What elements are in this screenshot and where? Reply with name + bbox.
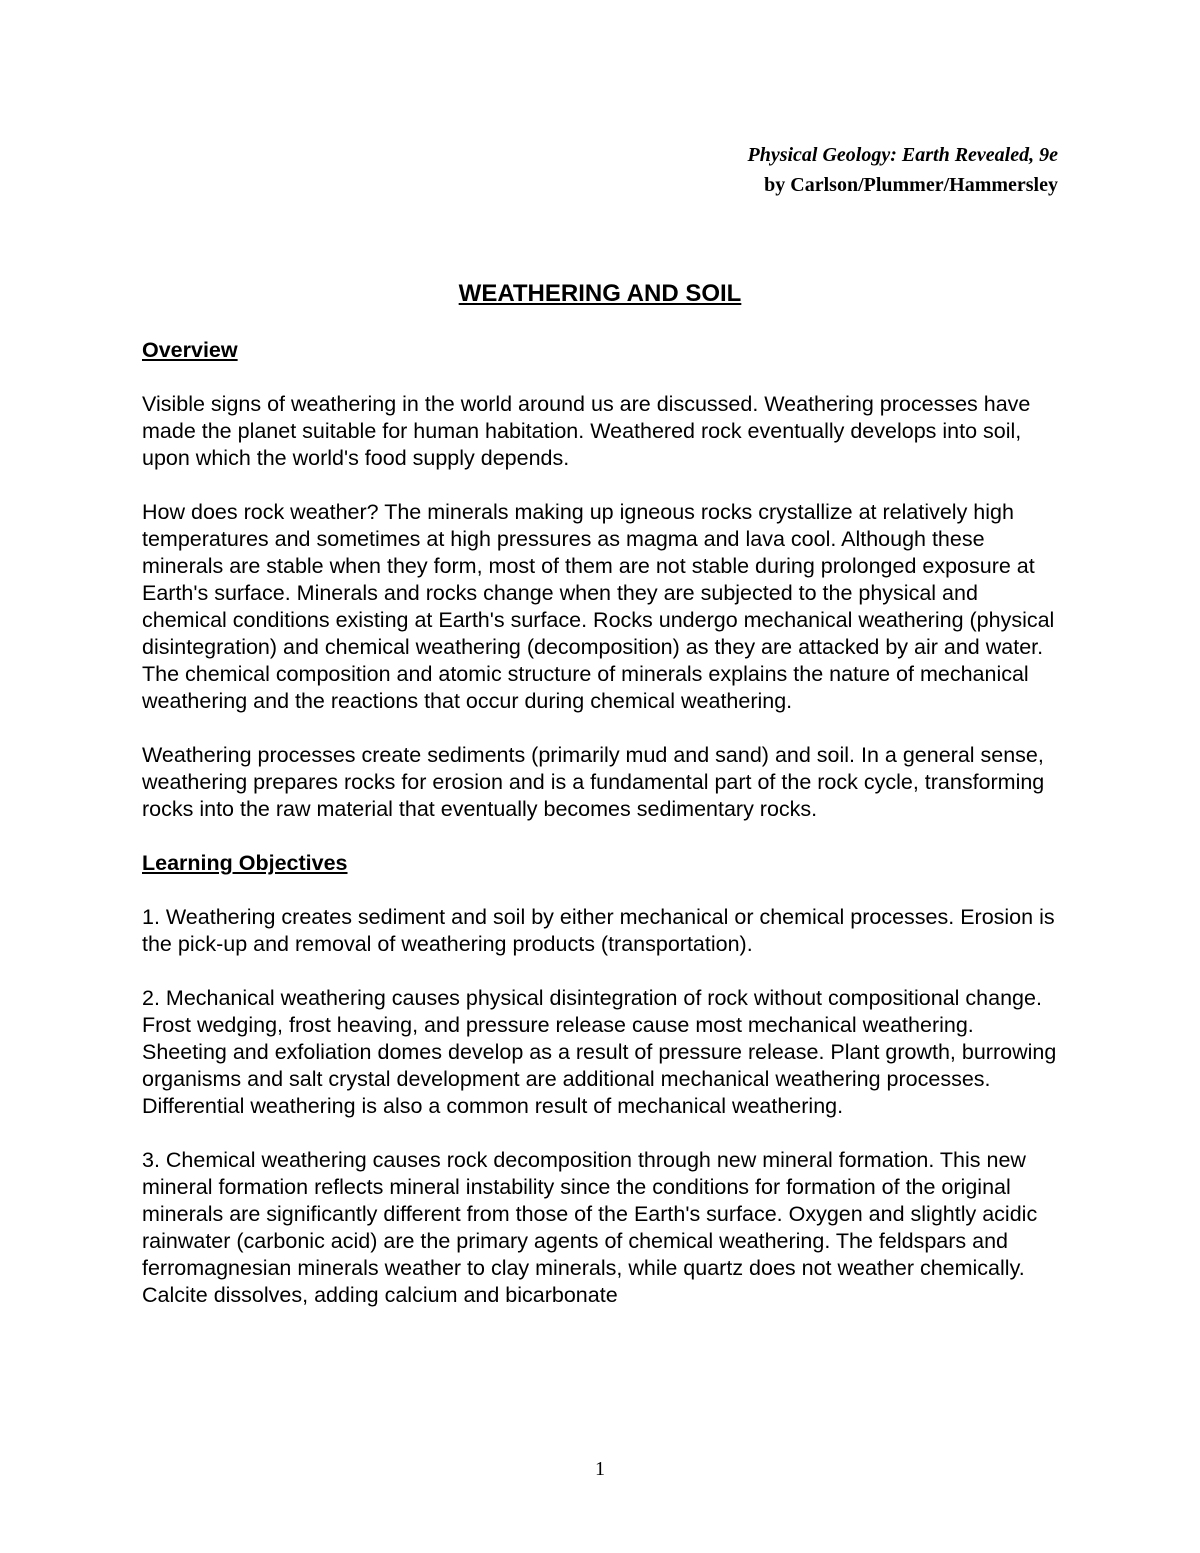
- chapter-title: WEATHERING AND SOIL: [458, 280, 742, 307]
- overview-paragraph: Visible signs of weathering in the world around us are discussed. Weathering processes have made the planet suitable for human habitation. Weathered rock eventually develops into soil, upon which the world's food supply depends.: [142, 392, 1031, 470]
- page-number: 1: [595, 1458, 605, 1480]
- book-header: [748, 140, 1059, 200]
- objective-item: 1. Weathering creates sediment and soil by either mechanical or chemical processes. Erosion is the pick-up and removal of weathering products (transportation).: [142, 905, 1055, 956]
- document-body: [142, 337, 1062, 1336]
- book-title: Physical Geology: Earth Revealed, 9e: [747, 144, 1058, 166]
- book-authors: by Carlson/Plummer/Hammersley: [764, 174, 1058, 196]
- overview-paragraph: How does rock weather? The minerals making up igneous rocks crystallize at relatively high temperatures and sometimes at high pressures as magma and lava cool. Although these minerals are stable when they form, most of them are not stable during prolonged exposure at Earth's surface. Minerals and rocks change when they are subjected to the physical and chemical conditions existing at Earth's surface. Rocks undergo mechanical weathering (physical disintegration) and chemical weathering (decomposition) as they are attacked by air and water. The chemical composition and atomic structure of minerals explains the nature of mechanical weathering and the reactions that occur during chemical weathering.: [142, 500, 1055, 713]
- objective-item: 2. Mechanical weathering causes physical disintegration of rock without compositional change. Frost wedging, frost heaving, and pressure release cause most mechanical weathering. Sheeting and exfoliation domes develop as a result of pressure release. Plant growth, burrowing organisms and salt crystal development are additional mechanical weathering processes. Differential weathering is also a common result of mechanical weathering.: [142, 986, 1057, 1118]
- objective-item: 3. Chemical weathering causes rock decomposition through new mineral formation. This new mineral formation reflects mineral instability since the conditions for formation of the original minerals are significantly different from those of the Earth's surface. Oxygen and slightly acidic rainwater (carbonic acid) are the primary agents of chemical weathering. The feldspars and ferromagnesian minerals weather to clay minerals, while quartz does not weather chemically. Calcite dissolves, adding calcium and bicarbonate: [142, 1148, 1038, 1307]
- overview-paragraph: Weathering processes create sediments (primarily mud and sand) and soil. In a general sense, weathering prepares rocks for erosion and is a fundamental part of the rock cycle, transforming rocks into the raw material that eventually becomes sedimentary rocks.: [142, 743, 1045, 821]
- overview-heading: Overview: [142, 338, 238, 362]
- objectives-heading: Learning Objectives: [142, 851, 348, 875]
